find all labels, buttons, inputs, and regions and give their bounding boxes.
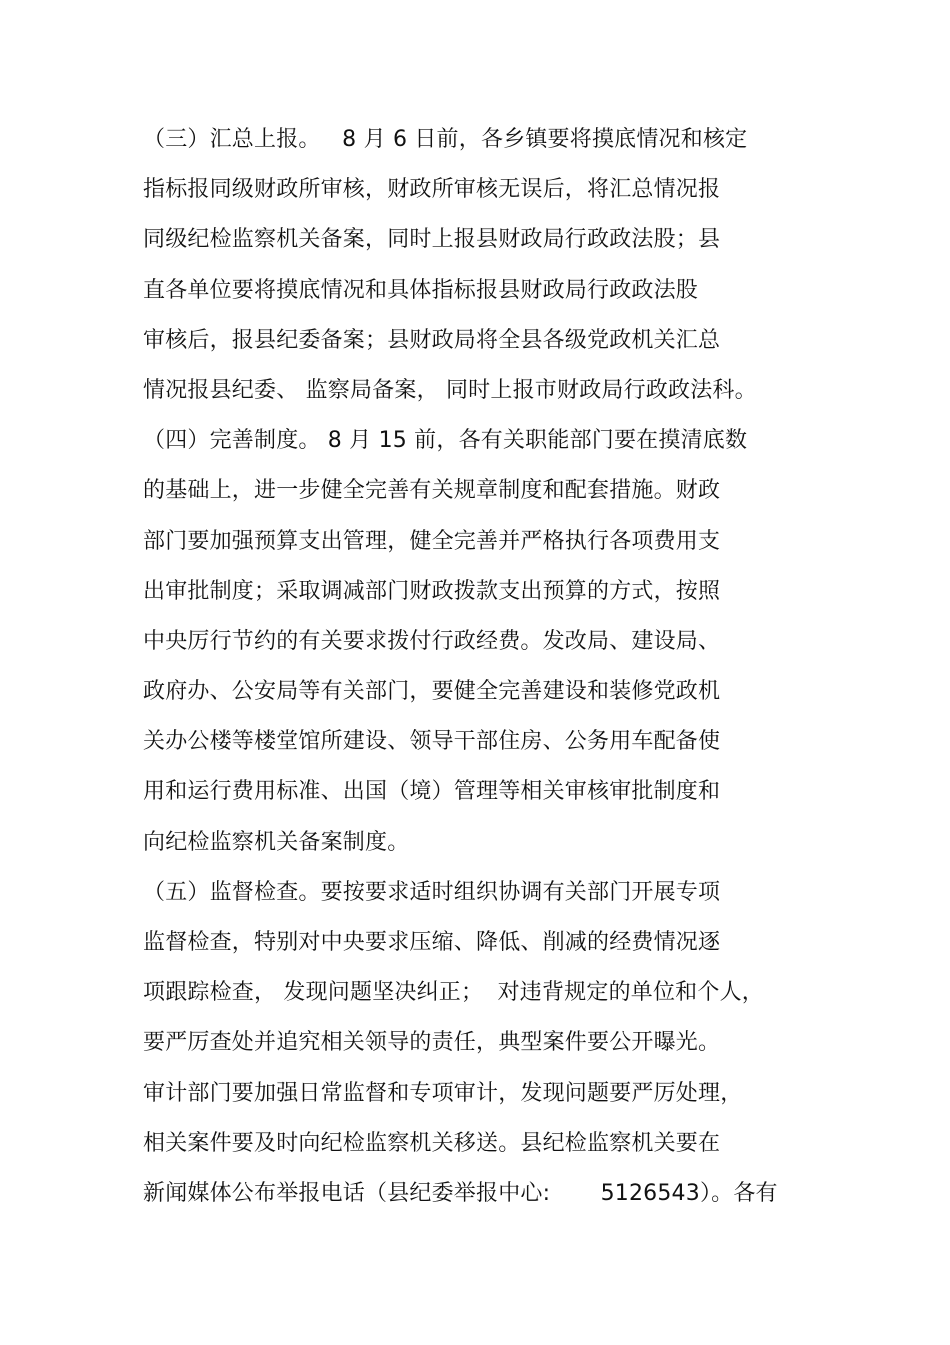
text-line: 项跟踪检查， 发现问题坚决纠正； 对违背规定的单位和个人， xyxy=(143,980,764,1006)
text-line: 审核后，报县纪委备案；县财政局将全县各级党政机关汇总 xyxy=(143,327,721,353)
text-line: 关办公楼等楼堂馆所建设、领导干部住房、公务用车配备使 xyxy=(143,729,721,755)
text-line: 向纪检监察机关备案制度。 xyxy=(143,829,410,855)
text-line: 的基础上，进一步健全完善有关规章制度和配套措施。财政 xyxy=(143,478,721,504)
text-line: （三）汇总上报。 8 月 6 日前，各乡镇要将摸底情况和核定 xyxy=(143,127,748,152)
text-line: （四）完善制度。 8 月 15 前，各有关职能部门要在摸清底数 xyxy=(143,428,748,454)
body-text xyxy=(143,118,823,1222)
text-line: （五）监督检查。要按要求适时组织协调有关部门开展专项 xyxy=(143,879,721,905)
text-line: 用和运行费用标准、出国（境）管理等相关审核审批制度和 xyxy=(143,779,721,805)
text-line: 政府办、公安局等有关部门，要健全完善建设和装修党政机 xyxy=(143,679,721,705)
text-line: 新闻媒体公布举报电话（县纪委举报中心: 5126543）。各有 xyxy=(143,1180,778,1206)
text-line: 直各单位要将摸底情况和具体指标报县财政局行政政法股 xyxy=(143,277,699,303)
text-line: 出审批制度；采取调减部门财政拨款支出预算的方式，按照 xyxy=(143,578,721,604)
text-line: 指标报同级财政所审核，财政所审核无误后，将汇总情况报 xyxy=(143,177,721,203)
text-line: 情况报县纪委、 监察局备案， 同时上报市财政局行政政法科。 xyxy=(143,377,757,403)
text-line: 中央厉行节约的有关要求拨付行政经费。发改局、建设局、 xyxy=(143,628,721,654)
text-line: 审计部门要加强日常监督和专项审计，发现问题要严厉处理， xyxy=(143,1080,743,1106)
text-line: 相关案件要及时向纪检监察机关移送。县纪检监察机关要在 xyxy=(143,1130,721,1156)
text-line: 同级纪检监察机关备案，同时上报县财政局行政政法股；县 xyxy=(143,227,721,253)
text-line: 要严厉查处并追究相关领导的责任，典型案件要公开曝光。 xyxy=(143,1030,721,1056)
text-line: 部门要加强预算支出管理，健全完善并严格执行各项费用支 xyxy=(143,528,721,554)
text-line: 监督检查，特别对中央要求压缩、降低、削减的经费情况逐 xyxy=(143,930,721,955)
